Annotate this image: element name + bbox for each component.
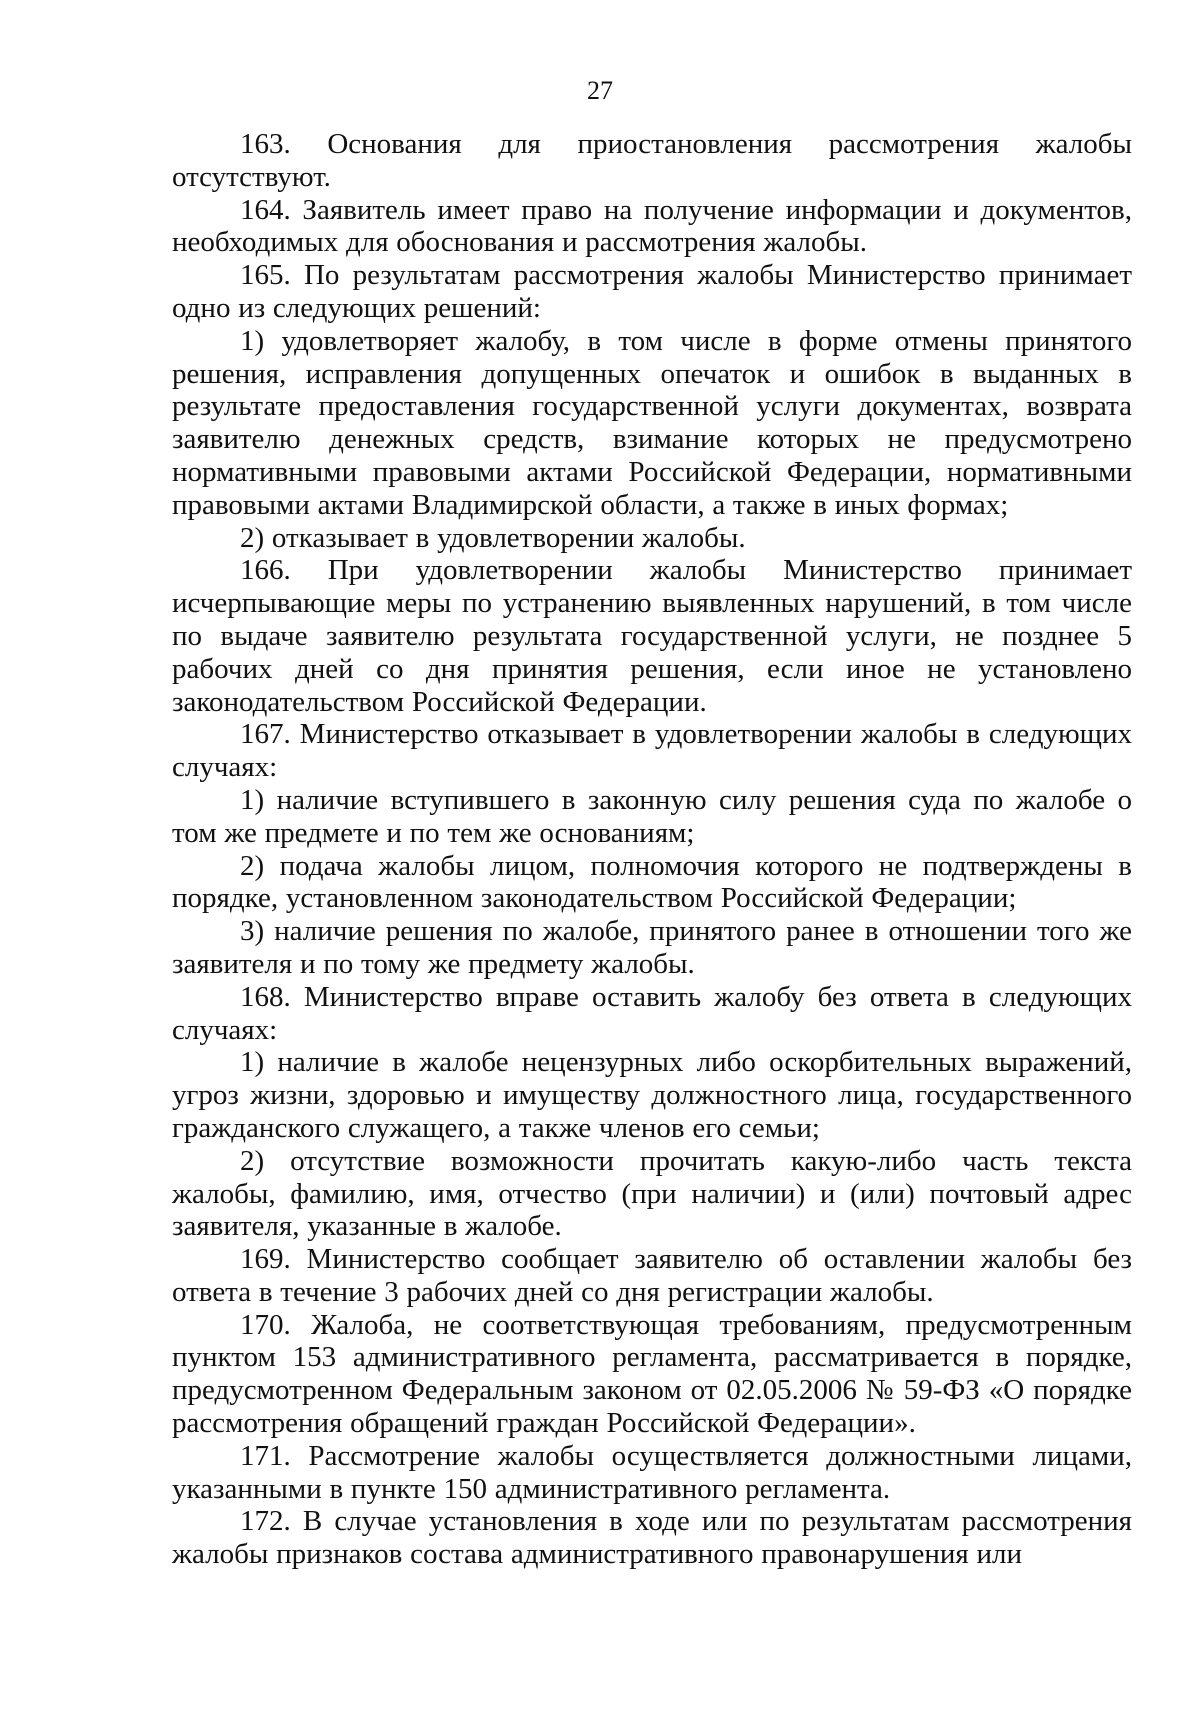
paragraph-165-item-1: 1) удовлетворяет жалобу, в том числе в форме отмены принятого решения, исправления допущенных опечаток и ошибок в выданных в результате предоставления государственной услуги документах, возврата заявителю денежных средств, взимание которых не предусмотрено нормативными правовыми актами Российской Федерации, нормативными правовыми актами Владимирской области, а также в иных формах;	[172, 324, 1132, 521]
paragraph-164: 164. Заявитель имеет право на получение информации и документов, необходимых для обоснования и рассмотрения жалобы.	[172, 193, 1132, 259]
paragraph-171: 171. Рассмотрение жалобы осуществляется должностными лицами, указанными в пункте 150 административного регламента.	[172, 1439, 1132, 1505]
paragraph-168-item-2: 2) отсутствие возможности прочитать какую-либо часть текста жалобы, фамилию, имя, отчество (при наличии) и (или) почтовый адрес заявителя, указанные в жалобе.	[172, 1144, 1132, 1243]
paragraph-163: 163. Основания для приостановления рассмотрения жалобы отсутствуют.	[172, 128, 1132, 193]
paragraph-165-item-2: 2) отказывает в удовлетворении жалобы.	[240, 521, 746, 554]
paragraph-168-item-1: 1) наличие в жалобе нецензурных либо оскорбительных выражений, угроз жизни, здоровью и имуществу должностного лица, государственного гражданского служащего, а также членов его семьи;	[172, 1046, 1132, 1144]
paragraph-170: 170. Жалоба, не соответствующая требованиям, предусмотренным пунктом 153 административного регламента, рассматривается в порядке, предусмотренном Федеральным законом от 02.05.2006 № 59-ФЗ «О порядке рассмотрения обращений граждан Российской Федерации».	[172, 1308, 1132, 1440]
paragraph-166: 166. При удовлетворении жалобы Министерство принимает исчерпывающие меры по устранению выявленных нарушений, в том числе по выдаче заявителю результата государственной услуги, не позднее 5 рабочих дней со дня принятия решения, если иное не установлено законодательством Российской Федерации.	[172, 554, 1132, 718]
paragraph-167-item-2: 2) подача жалобы лицом, полномочия которого не подтверждены в порядке, установленном законодательством Российской Федерации;	[172, 849, 1132, 915]
page-number: 27	[587, 76, 613, 105]
paragraph-172: 172. В случае установления в ходе или по результатам рассмотрения жалобы признаков состава административного правонарушения или	[172, 1505, 1132, 1571]
paragraph-167-item-1: 1) наличие вступившего в законную силу решения суда по жалобе о том же предмете и по тем же основаниям;	[172, 783, 1132, 849]
paragraph-168: 168. Министерство вправе оставить жалобу без ответа в следующих случаях:	[172, 980, 1132, 1046]
paragraph-169: 169. Министерство сообщает заявителю об оставлении жалобы без ответа в течение 3 рабочих дней со дня регистрации жалобы.	[172, 1243, 1132, 1308]
document-body	[172, 128, 1132, 1571]
paragraph-167: 167. Министерство отказывает в удовлетворении жалобы в следующих случаях:	[172, 718, 1132, 784]
paragraph-165: 165. По результатам рассмотрения жалобы Министерство принимает одно из следующих решений:	[172, 259, 1132, 324]
paragraph-167-item-3: 3) наличие решения по жалобе, принятого ранее в отношении того же заявителя и по тому же предмету жалобы.	[172, 915, 1132, 980]
